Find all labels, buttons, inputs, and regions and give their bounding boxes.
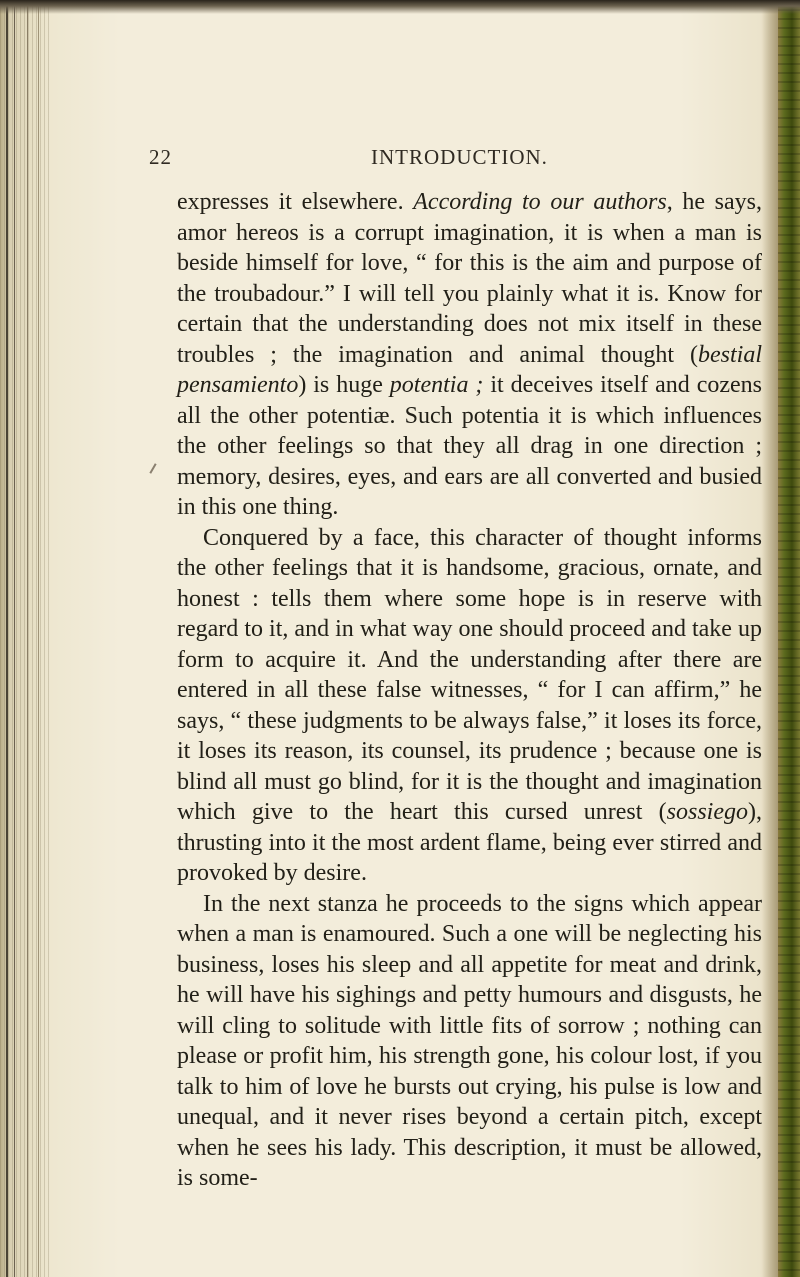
binding-line xyxy=(6,0,8,1277)
page-number: 22 xyxy=(149,145,172,169)
page-header xyxy=(149,145,760,171)
body-text xyxy=(177,187,762,1194)
pencil-mark xyxy=(149,463,156,474)
italic-text: According to our authors xyxy=(413,189,667,215)
text-run: it deceives itself and cozens all the other potentiæ. Such potentia it is which influences the other feelings so that they all drag in one direction ; memory, desires, eyes, and ears are all converted and busied in this one thing. xyxy=(177,372,762,520)
italic-text: bestial pensamiento xyxy=(177,341,762,398)
binding-line xyxy=(27,0,28,1277)
italic-text: sossiego xyxy=(666,799,748,825)
page-edge-shadow xyxy=(762,0,778,1277)
paragraph xyxy=(177,523,762,889)
book-edge xyxy=(778,0,800,1277)
text-run: Conquered by a face, this character of thought informs the other feelings that it is handsome, gracious, ornate, and honest : tells them where some hope is in reserve with regard to it, and in what way one should proceed and take up form to acquire it. And the understanding after there are entered in all these false witnesses, “ for I can affirm,” he says, “ these judgments to be always false,” it loses its force, it loses its reason, its counsel, its prudence ; because one is blind all must go blind, for it is the thought and imagination which give to the heart this cursed unrest ( xyxy=(177,524,762,825)
paragraph xyxy=(177,889,762,1194)
binding-gutter xyxy=(0,0,50,1277)
binding-line xyxy=(38,0,39,1277)
binding-line xyxy=(14,0,15,1277)
text-run: , he says, amor hereos is a corrupt imagination, it is when a man is beside himself for love, “ for this is the aim and purpose of the troubadour.” I will tell you plainly what it is. Know for certain that the understanding does not mix itself in these troubles ; the imagination and animal thought ( xyxy=(177,189,763,368)
text-run: ) is huge xyxy=(298,372,390,398)
italic-text: potentia ; xyxy=(389,372,484,398)
text-run: In the next stanza he proceeds to the signs which appear when a man is enamoured. Such a one will be neglecting his business, loses his sleep and all appetite for meat and drink, he will have his sighings and petty humours and disgusts, he will cling to solitude with little fits of sorrow ; nothing can please or profit him, his strength gone, his colour lost, if you talk to him of love he bursts out crying, his pulse is low and unequal, and it never rises beyond a certain pitch, except when he sees his lady. This description, it must be allowed, is some- xyxy=(177,890,762,1191)
text-run: expresses it elsewhere. xyxy=(177,189,414,215)
top-edge-shadow xyxy=(0,0,800,14)
running-head: INTRODUCTION. xyxy=(371,145,548,169)
paragraph xyxy=(177,187,762,523)
text-run: ), thrusting into it the most ardent flame, being ever stirred and provoked by desire. xyxy=(177,799,762,886)
